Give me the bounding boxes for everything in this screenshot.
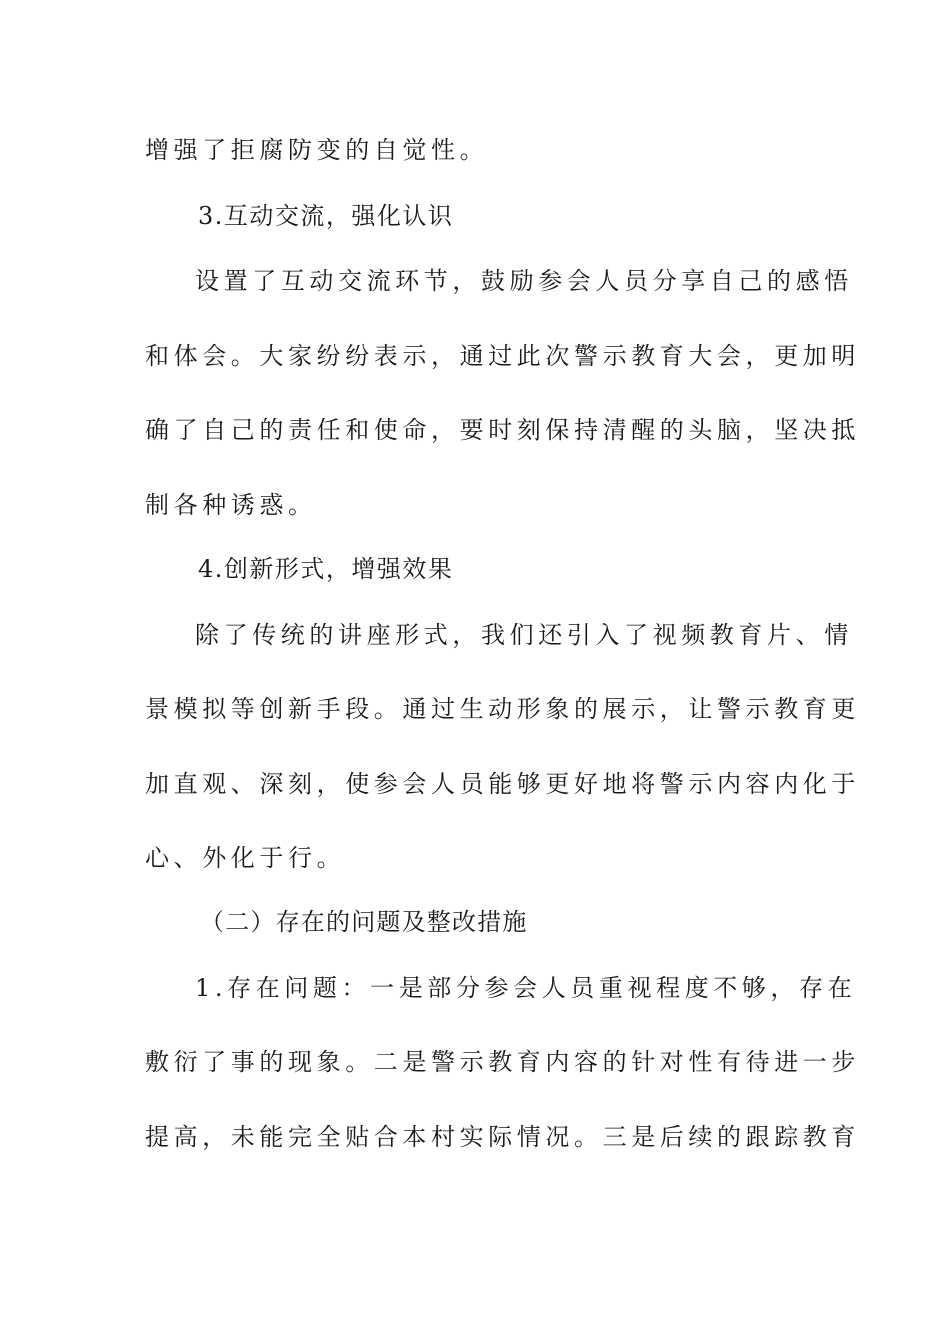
subheading-interactive-exchange: 3.互动交流，强化认识 [198, 202, 454, 230]
body-text-line: 和体会。大家纷纷表示，通过此次警示教育大会，更加明 [145, 342, 860, 370]
body-text-line: 除了传统的讲座形式，我们还引入了视频教育片、情 [195, 621, 853, 649]
body-text-line: 设置了互动交流环节，鼓励参会人员分享自己的感悟 [195, 267, 853, 295]
section-heading-problems: （二）存在的问题及整改措施 [200, 908, 528, 936]
subheading-innovative-forms: 4.创新形式，增强效果 [198, 555, 454, 583]
body-text-line: 心、外化于行。 [145, 844, 346, 872]
body-text-line: 制各种诱惑。 [145, 491, 317, 519]
body-text-line: 提高，未能完全贴合本村实际情况。三是后续的跟踪教育 [145, 1123, 860, 1151]
body-text-line: 确了自己的责任和使命，要时刻保持清醒的头脑，坚决抵 [145, 416, 860, 444]
body-text-line: 1.存在问题：一是部分参会人员重视程度不够，存在 [195, 974, 857, 1002]
body-text-line: 增强了拒腐防变的自觉性。 [145, 136, 489, 164]
body-text-line: 敷衍了事的现象。二是警示教育内容的针对性有待进一步 [145, 1048, 860, 1076]
body-text-line: 加直观、深刻，使参会人员能够更好地将警示内容内化于 [145, 770, 860, 798]
body-text-line: 景模拟等创新手段。通过生动形象的展示，让警示教育更 [145, 695, 860, 723]
